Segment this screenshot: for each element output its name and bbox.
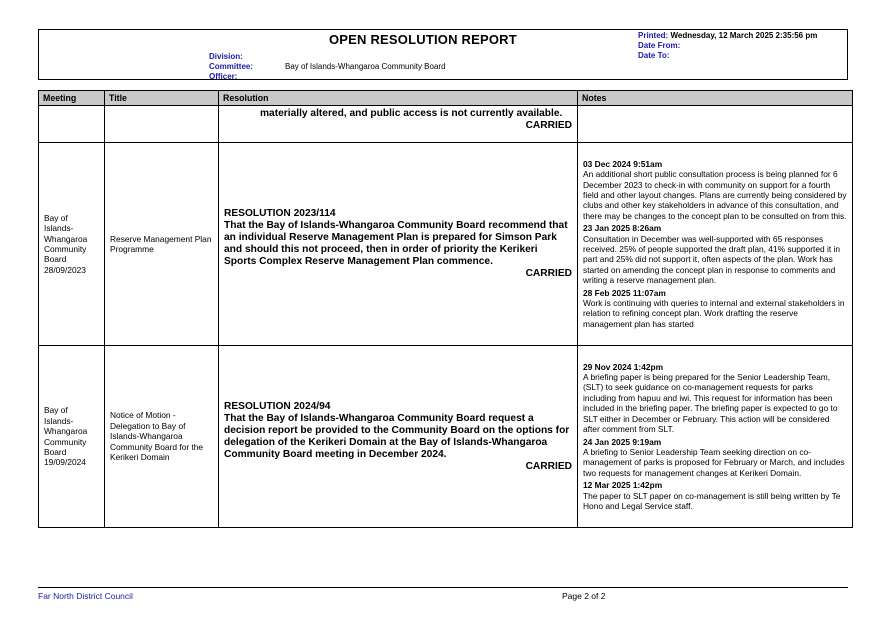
report-title: OPEN RESOLUTION REPORT bbox=[329, 32, 517, 47]
note-date: 24 Jan 2025 9:19am bbox=[583, 436, 662, 447]
note-text: Work is continuing with queries to internal and external stakeholders in relation to refining concept plan. Work drafting the reserve management plan has started bbox=[583, 298, 845, 329]
meta-labels bbox=[209, 52, 253, 82]
resolution-continuation-text: materially altered, and public access is not currently available. bbox=[260, 108, 563, 119]
date-to-label: Date To: bbox=[638, 51, 670, 60]
column-header-resolution: Resolution bbox=[219, 91, 578, 106]
date-from-label: Date From: bbox=[638, 41, 681, 50]
meeting-cell bbox=[39, 106, 105, 143]
status-carried: CARRIED bbox=[525, 460, 572, 472]
print-info bbox=[638, 31, 843, 61]
resolution-text: That the Bay of Islands-Whangaroa Community Board request a decision report be provided to the Community Board on the options for delegation of the Kerikeri Domain at the Bay of Islands-Whangaroa Community Board meeting in December 2024. bbox=[224, 412, 570, 460]
notes-cell bbox=[578, 143, 853, 346]
division-label: Division: bbox=[209, 52, 243, 61]
officer-label: Officer: bbox=[209, 72, 238, 81]
title-cell: Reserve Management Plan Programme bbox=[105, 143, 219, 346]
committee-value: Bay of Islands-Whangaroa Community Board bbox=[285, 62, 446, 71]
column-header-title: Title bbox=[105, 91, 219, 106]
resolution-cell bbox=[219, 143, 578, 346]
title-cell: Notice of Motion - Delegation to Bay of Islands-Whangaroa Community Board for the Kerikeri Domain bbox=[105, 346, 219, 528]
footer-divider bbox=[38, 587, 848, 588]
note-date: 12 Mar 2025 1:42pm bbox=[583, 480, 663, 491]
printed-label: Printed: bbox=[638, 31, 669, 40]
printed-value: Wednesday, 12 March 2025 2:35:56 pm bbox=[670, 31, 818, 40]
table-row bbox=[39, 143, 853, 346]
title-cell bbox=[105, 106, 219, 143]
table-header-row bbox=[39, 91, 853, 106]
table-row-continuation bbox=[39, 106, 853, 143]
status-carried: CARRIED bbox=[525, 268, 572, 279]
note-text: The paper to SLT paper on co-management is still being written by Te Hono and Legal Service staff. bbox=[583, 490, 841, 511]
note-date: 28 Feb 2025 11:07am bbox=[583, 287, 666, 298]
note-text: A briefing to Senior Leadership Team seeking direction on co-management of parks is proposed for February or March, and includes two requests for management changes at Kerikeri Domain. bbox=[583, 446, 845, 478]
footer-organization: Far North District Council bbox=[38, 591, 133, 601]
committee-label: Committee: bbox=[209, 62, 254, 71]
status-carried: CARRIED bbox=[525, 120, 572, 131]
resolution-text: That the Bay of Islands-Whangaroa Community Board recommend that an individual Reserve Management Plan is prepared for Simson Park and should this not proceed, then in order of priority the Kerikeri Sports Complex Reserve Management Plan commence. bbox=[224, 220, 568, 267]
resolution-number: RESOLUTION 2023/114 bbox=[224, 208, 336, 219]
resolutions-table bbox=[38, 90, 853, 528]
resolution-cell bbox=[219, 346, 578, 528]
resolution-number: RESOLUTION 2024/94 bbox=[224, 400, 331, 412]
note-text: Consultation in December was well-supported with 65 responses received. 25% of people supported the draft plan, 41% supported it in part and 25% did not support it, often aspects of the plan. Work has started on amending the concept plan in response to comments and writing a reserve management plan. bbox=[583, 233, 841, 286]
report-header bbox=[38, 29, 848, 80]
note-date: 23 Jan 2025 8:26am bbox=[583, 223, 662, 234]
resolution-cell bbox=[219, 106, 578, 143]
note-date: 29 Nov 2024 1:42pm bbox=[583, 361, 664, 372]
note-date: 03 Dec 2024 9:51am bbox=[583, 158, 663, 169]
column-header-notes: Notes bbox=[578, 91, 853, 106]
notes-cell bbox=[578, 346, 853, 528]
column-header-meeting: Meeting bbox=[39, 91, 105, 106]
meeting-cell: Bay of Islands-Whangaroa Community Board 19/09/2024 bbox=[39, 346, 105, 528]
table-row bbox=[39, 346, 853, 528]
notes-cell bbox=[578, 106, 853, 143]
footer-page-number: Page 2 of 2 bbox=[562, 591, 606, 601]
note-text: A briefing paper is being prepared for the Senior Leadership Team, (SLT) to seek guidance on co-management requests for parks including from hapuu and iwi. This request for information has been included in the briefing paper. The briefing paper is expected to go to SLT either in December or February. This action will be considered after comment from SLT. bbox=[583, 372, 838, 435]
note-text: An additional short public consultation process is being planned for 6 December 2023 to check-in with community on support for a fourth field and other layout changes. Plans are currently being considered by clubs and other key stakeholders in advance of this consultation, and there may be changes to the concept plan to be consulted on from this. bbox=[583, 169, 847, 221]
meeting-cell: Bay of Islands-Whangaroa Community Board 28/09/2023 bbox=[39, 143, 105, 346]
